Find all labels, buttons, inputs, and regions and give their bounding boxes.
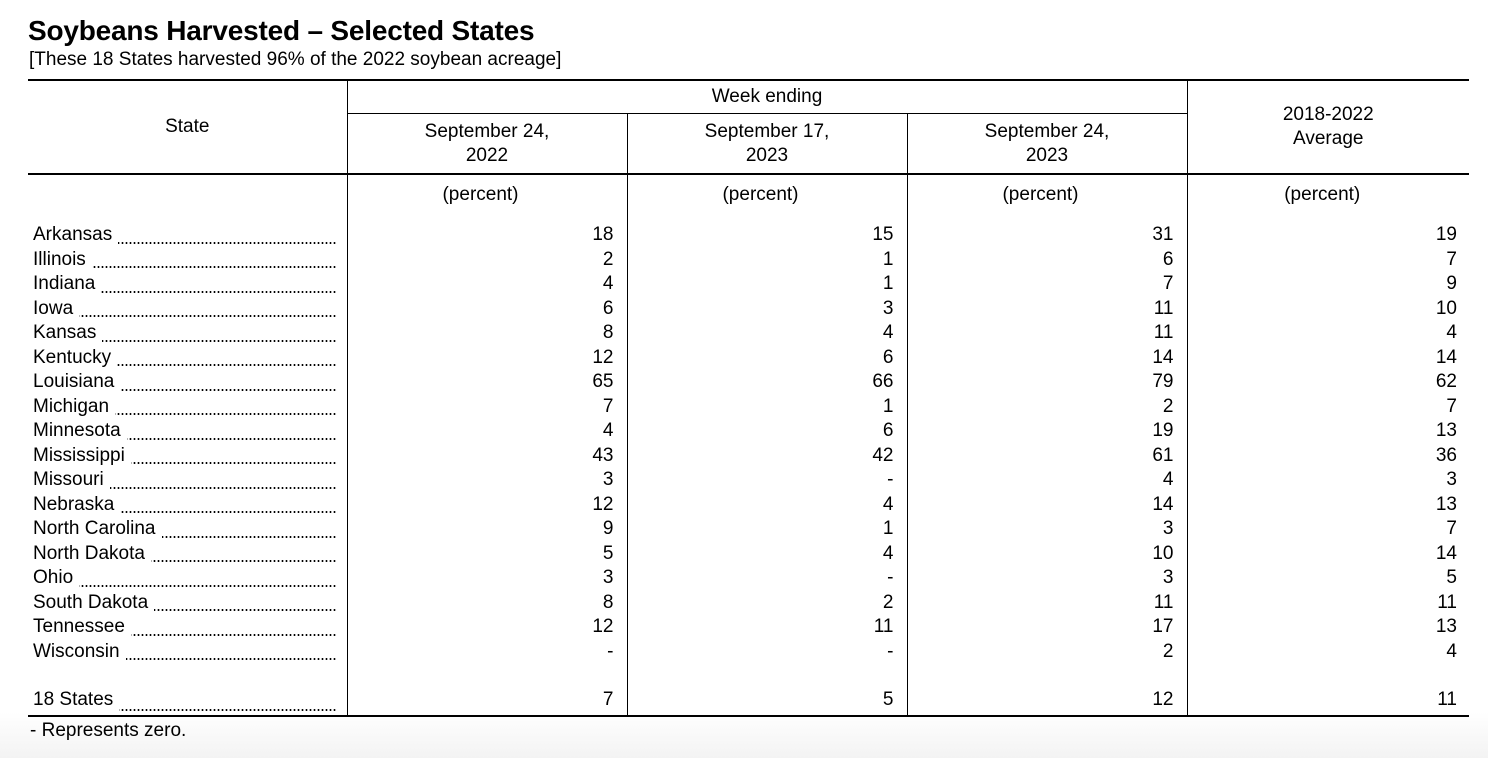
column-header-sep24-2023 (907, 114, 1187, 174)
report-page (28, 14, 1469, 710)
value-cell: 14 (907, 346, 1187, 371)
page-subtitle: [These 18 States harvested 96% of the 2022 soybean acreage] (29, 49, 562, 70)
value-cell: 12 (347, 493, 627, 518)
table-row (28, 517, 1469, 542)
value-cell: 13 (1187, 493, 1469, 518)
value-cell: 1 (627, 395, 907, 420)
value-cell: 31 (907, 223, 1187, 248)
value-cell: 7 (347, 395, 627, 420)
table-row (28, 346, 1469, 371)
blank-cell (28, 215, 347, 223)
dot-leader (151, 560, 337, 562)
dot-leader (117, 364, 337, 366)
value-cell: 6 (627, 346, 907, 371)
value-cell: 36 (1187, 444, 1469, 469)
value-cell: 11 (1187, 688, 1469, 716)
state-name: Kansas (33, 322, 102, 343)
value-cell: 2 (907, 395, 1187, 420)
value-cell: 9 (1187, 272, 1469, 297)
value-cell: 14 (1187, 542, 1469, 567)
value-cell: 4 (907, 468, 1187, 493)
dot-leader (131, 462, 337, 464)
value-cell: 3 (1187, 468, 1469, 493)
state-name: North Carolina (33, 518, 162, 539)
column-header-line2: 2022 (465, 144, 509, 166)
value-cell: 18 (347, 223, 627, 248)
dot-leader (131, 634, 337, 636)
table-row (28, 395, 1469, 420)
table-row (28, 640, 1469, 665)
value-cell: 5 (347, 542, 627, 567)
dot-leader (115, 413, 337, 415)
harvest-table (28, 79, 1469, 717)
value-cell: 19 (1187, 223, 1469, 248)
value-cell: - (627, 640, 907, 665)
value-cell: 9 (347, 517, 627, 542)
dot-leader (120, 389, 337, 391)
spacer-row (28, 664, 1469, 688)
value-cell: 4 (347, 272, 627, 297)
average-header-line2: Average (1293, 128, 1364, 149)
dot-leader (120, 511, 337, 513)
value-cell: 79 (907, 370, 1187, 395)
state-cell (28, 297, 347, 322)
dot-leader (92, 266, 337, 268)
state-cell (28, 640, 347, 665)
value-cell: 2 (627, 591, 907, 616)
spacer-row (28, 215, 1469, 223)
week-ending-header: Week ending (347, 80, 1187, 114)
blank-cell (1187, 664, 1469, 688)
value-cell: 17 (907, 615, 1187, 640)
value-cell: 11 (627, 615, 907, 640)
state-name: North Dakota (33, 543, 151, 564)
state-name: Mississippi (33, 445, 131, 466)
value-cell: 10 (907, 542, 1187, 567)
state-name: Iowa (33, 298, 79, 319)
value-cell: 1 (627, 248, 907, 273)
units-cell: (percent) (1187, 174, 1469, 215)
state-column-header: State (28, 80, 347, 174)
value-cell: 42 (627, 444, 907, 469)
column-header-line1: September 24, (984, 120, 1110, 142)
value-cell: 14 (1187, 346, 1469, 371)
table-row (28, 419, 1469, 444)
table-row (28, 370, 1469, 395)
units-row (28, 174, 1469, 215)
state-name: Wisconsin (33, 641, 126, 662)
value-cell: 19 (907, 419, 1187, 444)
value-cell: 12 (347, 346, 627, 371)
value-cell: 43 (347, 444, 627, 469)
units-cell: (percent) (347, 174, 627, 215)
value-cell: 6 (907, 248, 1187, 273)
value-cell: 10 (1187, 297, 1469, 322)
dot-leader (162, 536, 337, 538)
blank-cell (907, 664, 1187, 688)
blank-cell (627, 215, 907, 223)
value-cell: 1 (627, 517, 907, 542)
state-name: South Dakota (33, 592, 154, 613)
value-cell: 3 (347, 566, 627, 591)
column-header-line1: September 17, (704, 120, 830, 142)
dot-leader (118, 242, 337, 244)
state-cell (28, 444, 347, 469)
table-row (28, 566, 1469, 591)
dot-leader (127, 438, 337, 440)
dot-leader (101, 291, 337, 293)
value-cell: 3 (907, 566, 1187, 591)
value-cell: 3 (347, 468, 627, 493)
value-cell: 3 (627, 297, 907, 322)
value-cell: 11 (1187, 591, 1469, 616)
state-name: Nebraska (33, 494, 120, 515)
state-cell (28, 566, 347, 591)
footnote: - Represents zero. (30, 720, 187, 741)
state-cell (28, 248, 347, 273)
value-cell: 11 (907, 297, 1187, 322)
state-name: 18 States (33, 689, 119, 710)
value-cell: 62 (1187, 370, 1469, 395)
value-cell: 13 (1187, 615, 1469, 640)
table-row (28, 248, 1469, 273)
state-cell (28, 370, 347, 395)
value-cell: 4 (1187, 321, 1469, 346)
state-cell (28, 395, 347, 420)
value-cell: 12 (907, 688, 1187, 716)
blank-cell (907, 215, 1187, 223)
value-cell: 61 (907, 444, 1187, 469)
dot-leader (79, 585, 337, 587)
state-cell (28, 517, 347, 542)
page-title: Soybeans Harvested – Selected States (28, 15, 535, 46)
value-cell: 11 (907, 591, 1187, 616)
blank-cell (347, 215, 627, 223)
value-cell: 2 (907, 640, 1187, 665)
value-cell: 6 (347, 297, 627, 322)
units-cell-blank (28, 174, 347, 215)
value-cell: 66 (627, 370, 907, 395)
state-cell (28, 223, 347, 248)
state-cell (28, 542, 347, 567)
state-name: Indiana (33, 273, 101, 294)
state-name: Kentucky (33, 347, 117, 368)
value-cell: 14 (907, 493, 1187, 518)
value-cell: 8 (347, 591, 627, 616)
table-row (28, 321, 1469, 346)
value-cell: 7 (1187, 248, 1469, 273)
value-cell: 7 (347, 688, 627, 716)
table-row (28, 297, 1469, 322)
value-cell: - (627, 468, 907, 493)
column-header-line1: September 24, (424, 120, 550, 142)
value-cell: 4 (1187, 640, 1469, 665)
state-cell (28, 591, 347, 616)
state-name: Michigan (33, 396, 115, 417)
table-row (28, 272, 1469, 297)
table-row (28, 444, 1469, 469)
column-header-line2: 2023 (1025, 144, 1069, 166)
value-cell: 15 (627, 223, 907, 248)
table-row (28, 615, 1469, 640)
state-name: Missouri (33, 469, 110, 490)
state-name: Minnesota (33, 420, 127, 441)
dot-leader (110, 487, 337, 489)
table-body (28, 174, 1469, 716)
value-cell: 1 (627, 272, 907, 297)
value-cell: 4 (627, 542, 907, 567)
column-header-line2: 2023 (745, 144, 789, 166)
value-cell: 3 (907, 517, 1187, 542)
value-cell: 4 (627, 321, 907, 346)
column-header-sep17-2023 (627, 114, 907, 174)
state-cell (28, 493, 347, 518)
state-name: Arkansas (33, 224, 118, 245)
state-cell (28, 468, 347, 493)
dot-leader (119, 709, 337, 711)
blank-cell (28, 664, 347, 688)
value-cell: 5 (1187, 566, 1469, 591)
value-cell: - (347, 640, 627, 665)
value-cell: 12 (347, 615, 627, 640)
units-cell: (percent) (627, 174, 907, 215)
state-cell (28, 321, 347, 346)
table-row (28, 223, 1469, 248)
value-cell: 7 (907, 272, 1187, 297)
blank-cell (627, 664, 907, 688)
value-cell: 13 (1187, 419, 1469, 444)
value-cell: 8 (347, 321, 627, 346)
dot-leader (79, 315, 337, 317)
value-cell: 7 (1187, 395, 1469, 420)
dot-leader (126, 658, 337, 660)
value-cell: 7 (1187, 517, 1469, 542)
table-row (28, 591, 1469, 616)
state-name: Illinois (33, 249, 92, 270)
value-cell: 11 (907, 321, 1187, 346)
value-cell: 4 (627, 493, 907, 518)
state-cell (28, 615, 347, 640)
value-cell: 5 (627, 688, 907, 716)
state-name: Louisiana (33, 371, 120, 392)
dot-leader (102, 340, 337, 342)
units-cell: (percent) (907, 174, 1187, 215)
table-row (28, 542, 1469, 567)
blank-cell (1187, 215, 1469, 223)
value-cell: 2 (347, 248, 627, 273)
average-header-line1: 2018-2022 (1282, 104, 1374, 125)
table-row (28, 493, 1469, 518)
state-cell (28, 419, 347, 444)
state-name: Tennessee (33, 616, 131, 637)
total-row (28, 688, 1469, 716)
value-cell: - (627, 566, 907, 591)
state-name: Ohio (33, 567, 79, 588)
state-cell (28, 688, 347, 716)
dot-leader (154, 609, 337, 611)
blank-cell (347, 664, 627, 688)
value-cell: 4 (347, 419, 627, 444)
state-cell (28, 346, 347, 371)
table-row (28, 468, 1469, 493)
value-cell: 6 (627, 419, 907, 444)
average-column-header (1187, 80, 1469, 174)
state-cell (28, 272, 347, 297)
column-header-sep24-2022 (347, 114, 627, 174)
value-cell: 65 (347, 370, 627, 395)
